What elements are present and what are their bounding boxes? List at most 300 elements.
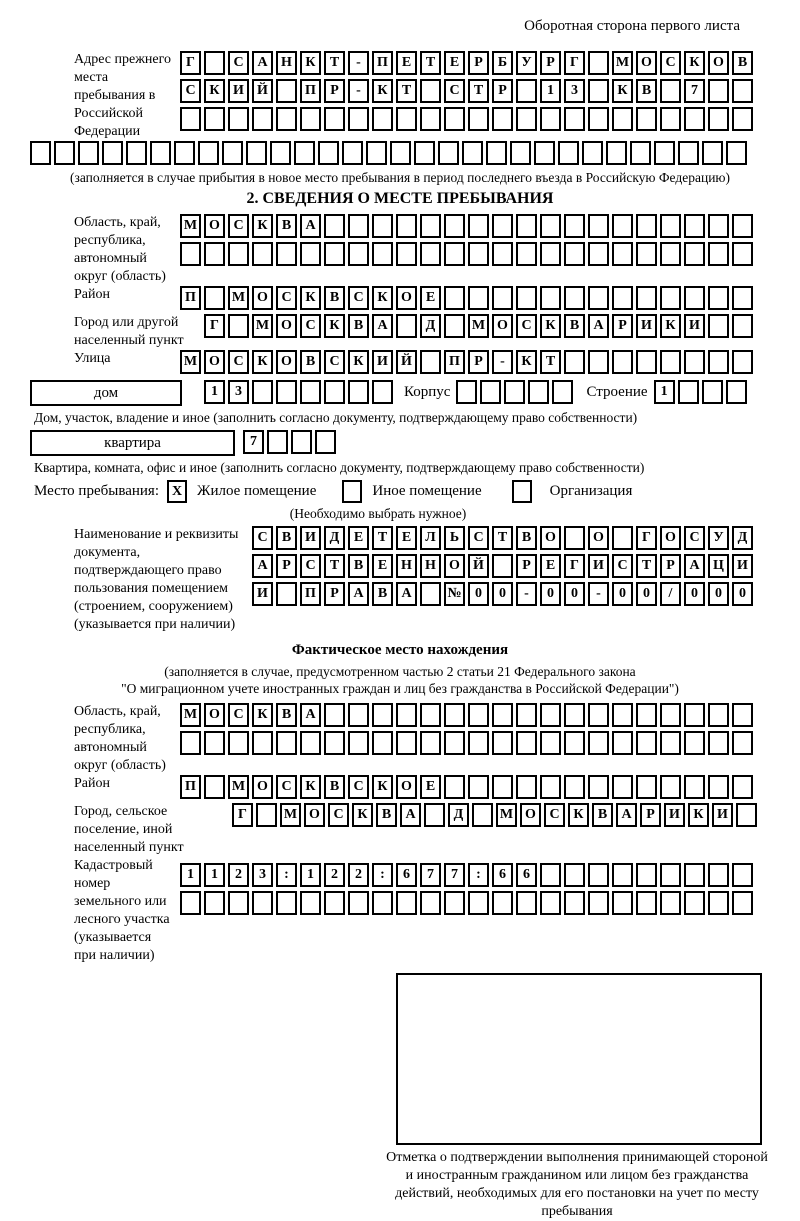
- char-cell[interactable]: Т: [420, 51, 441, 75]
- char-cell[interactable]: Т: [540, 350, 561, 374]
- char-cell[interactable]: М: [280, 803, 301, 827]
- char-cell[interactable]: [660, 731, 681, 755]
- char-cell[interactable]: [396, 314, 417, 338]
- char-cell[interactable]: [516, 107, 537, 131]
- char-cell[interactable]: [492, 775, 513, 799]
- char-cell[interactable]: К: [684, 51, 705, 75]
- char-cell[interactable]: [444, 314, 465, 338]
- char-cell[interactable]: [348, 214, 369, 238]
- char-cell[interactable]: С: [612, 554, 633, 578]
- char-cell[interactable]: [180, 891, 201, 915]
- char-cell[interactable]: [276, 731, 297, 755]
- char-cell[interactable]: [516, 731, 537, 755]
- char-cell[interactable]: В: [372, 582, 393, 606]
- char-cell[interactable]: [462, 141, 483, 165]
- char-cell[interactable]: В: [348, 554, 369, 578]
- char-cell[interactable]: -: [516, 582, 537, 606]
- char-cell[interactable]: С: [276, 775, 297, 799]
- char-cell[interactable]: К: [252, 350, 273, 374]
- char-cell[interactable]: [660, 863, 681, 887]
- char-cell[interactable]: [372, 214, 393, 238]
- char-cell[interactable]: Р: [468, 51, 489, 75]
- char-cell[interactable]: -: [348, 79, 369, 103]
- char-cell[interactable]: И: [252, 582, 273, 606]
- char-cell[interactable]: С: [300, 554, 321, 578]
- char-cell[interactable]: Ц: [708, 554, 729, 578]
- char-cell[interactable]: В: [348, 314, 369, 338]
- char-cell[interactable]: [732, 350, 753, 374]
- char-cell[interactable]: 0: [612, 582, 633, 606]
- char-cell[interactable]: 3: [564, 79, 585, 103]
- char-cell[interactable]: [636, 731, 657, 755]
- char-cell[interactable]: [660, 775, 681, 799]
- char-cell[interactable]: Т: [636, 554, 657, 578]
- char-cell[interactable]: [708, 891, 729, 915]
- char-cell[interactable]: [486, 141, 507, 165]
- char-cell[interactable]: К: [300, 286, 321, 310]
- char-cell[interactable]: [396, 214, 417, 238]
- char-cell[interactable]: [270, 141, 291, 165]
- char-cell[interactable]: [516, 775, 537, 799]
- char-cell[interactable]: [606, 141, 627, 165]
- char-cell[interactable]: 6: [516, 863, 537, 887]
- char-cell[interactable]: [444, 703, 465, 727]
- char-cell[interactable]: [228, 314, 249, 338]
- char-cell[interactable]: С: [324, 350, 345, 374]
- char-cell[interactable]: 0: [468, 582, 489, 606]
- char-cell[interactable]: [198, 141, 219, 165]
- char-cell[interactable]: [300, 242, 321, 266]
- char-cell[interactable]: [366, 141, 387, 165]
- char-cell[interactable]: 0: [636, 582, 657, 606]
- char-cell[interactable]: [468, 891, 489, 915]
- char-cell[interactable]: [420, 242, 441, 266]
- char-cell[interactable]: [588, 350, 609, 374]
- char-cell[interactable]: [564, 242, 585, 266]
- char-cell[interactable]: [174, 141, 195, 165]
- char-cell[interactable]: [396, 242, 417, 266]
- char-cell[interactable]: П: [180, 775, 201, 799]
- char-cell[interactable]: [660, 703, 681, 727]
- char-cell[interactable]: В: [564, 314, 585, 338]
- char-cell[interactable]: В: [592, 803, 613, 827]
- char-cell[interactable]: [420, 107, 441, 131]
- char-cell[interactable]: [516, 242, 537, 266]
- char-cell[interactable]: [228, 891, 249, 915]
- char-cell[interactable]: [636, 891, 657, 915]
- char-cell[interactable]: [636, 775, 657, 799]
- char-cell[interactable]: Й: [396, 350, 417, 374]
- char-cell[interactable]: А: [372, 314, 393, 338]
- char-cell[interactable]: [588, 214, 609, 238]
- char-cell[interactable]: [318, 141, 339, 165]
- char-cell[interactable]: [564, 350, 585, 374]
- char-cell[interactable]: [636, 703, 657, 727]
- char-cell[interactable]: Е: [372, 554, 393, 578]
- char-cell[interactable]: К: [688, 803, 709, 827]
- char-cell[interactable]: :: [276, 863, 297, 887]
- char-cell[interactable]: [636, 863, 657, 887]
- char-cell[interactable]: [732, 731, 753, 755]
- char-cell[interactable]: К: [348, 350, 369, 374]
- char-cell[interactable]: М: [252, 314, 273, 338]
- char-cell[interactable]: [204, 775, 225, 799]
- char-cell[interactable]: [564, 775, 585, 799]
- char-cell[interactable]: [246, 141, 267, 165]
- char-cell[interactable]: [396, 731, 417, 755]
- char-cell[interactable]: К: [324, 314, 345, 338]
- char-cell[interactable]: [564, 863, 585, 887]
- char-cell[interactable]: [528, 380, 549, 404]
- char-cell[interactable]: Р: [468, 350, 489, 374]
- char-cell[interactable]: К: [372, 775, 393, 799]
- char-cell[interactable]: А: [396, 582, 417, 606]
- char-cell[interactable]: И: [684, 314, 705, 338]
- char-cell[interactable]: [732, 214, 753, 238]
- char-cell[interactable]: Г: [204, 314, 225, 338]
- char-cell[interactable]: [612, 863, 633, 887]
- char-cell[interactable]: О: [252, 775, 273, 799]
- char-cell[interactable]: [276, 891, 297, 915]
- char-cell[interactable]: [444, 107, 465, 131]
- char-cell[interactable]: [324, 107, 345, 131]
- char-cell[interactable]: 0: [564, 582, 585, 606]
- char-cell[interactable]: [588, 107, 609, 131]
- char-cell[interactable]: С: [544, 803, 565, 827]
- char-cell[interactable]: О: [204, 350, 225, 374]
- char-cell[interactable]: С: [180, 79, 201, 103]
- char-cell[interactable]: [516, 214, 537, 238]
- char-cell[interactable]: [372, 731, 393, 755]
- char-cell[interactable]: В: [732, 51, 753, 75]
- char-cell[interactable]: [588, 891, 609, 915]
- char-cell[interactable]: Н: [276, 51, 297, 75]
- char-cell[interactable]: [180, 107, 201, 131]
- char-cell[interactable]: О: [540, 526, 561, 550]
- char-cell[interactable]: М: [180, 703, 201, 727]
- char-cell[interactable]: Н: [396, 554, 417, 578]
- char-cell[interactable]: 1: [204, 863, 225, 887]
- char-cell[interactable]: [708, 214, 729, 238]
- char-cell[interactable]: [516, 891, 537, 915]
- char-cell[interactable]: :: [372, 863, 393, 887]
- char-cell[interactable]: [612, 731, 633, 755]
- char-cell[interactable]: [564, 107, 585, 131]
- char-cell[interactable]: 7: [420, 863, 441, 887]
- char-cell[interactable]: [732, 79, 753, 103]
- char-cell[interactable]: [540, 286, 561, 310]
- char-cell[interactable]: [150, 141, 171, 165]
- char-cell[interactable]: Т: [468, 79, 489, 103]
- char-cell[interactable]: [300, 731, 321, 755]
- char-cell[interactable]: [726, 141, 747, 165]
- char-cell[interactable]: [252, 107, 273, 131]
- char-cell[interactable]: Л: [420, 526, 441, 550]
- char-cell[interactable]: [420, 214, 441, 238]
- char-cell[interactable]: [420, 582, 441, 606]
- char-cell[interactable]: [612, 891, 633, 915]
- char-cell[interactable]: [228, 107, 249, 131]
- char-cell[interactable]: [342, 141, 363, 165]
- char-cell[interactable]: М: [228, 775, 249, 799]
- char-cell[interactable]: В: [324, 775, 345, 799]
- char-cell[interactable]: [78, 141, 99, 165]
- char-cell[interactable]: [684, 775, 705, 799]
- char-cell[interactable]: М: [496, 803, 517, 827]
- char-cell[interactable]: [630, 141, 651, 165]
- char-cell[interactable]: [180, 242, 201, 266]
- char-cell[interactable]: [588, 286, 609, 310]
- char-cell[interactable]: [540, 863, 561, 887]
- char-cell[interactable]: Т: [396, 79, 417, 103]
- char-cell[interactable]: Б: [492, 51, 513, 75]
- char-cell[interactable]: [204, 286, 225, 310]
- char-cell[interactable]: [492, 286, 513, 310]
- char-cell[interactable]: [504, 380, 525, 404]
- char-cell[interactable]: Е: [348, 526, 369, 550]
- char-cell[interactable]: [222, 141, 243, 165]
- char-cell[interactable]: [492, 214, 513, 238]
- char-cell[interactable]: 0: [708, 582, 729, 606]
- char-cell[interactable]: [612, 350, 633, 374]
- char-cell[interactable]: 3: [228, 380, 249, 404]
- char-cell[interactable]: [492, 554, 513, 578]
- char-cell[interactable]: 7: [444, 863, 465, 887]
- char-cell[interactable]: И: [588, 554, 609, 578]
- char-cell[interactable]: [444, 214, 465, 238]
- char-cell[interactable]: [228, 242, 249, 266]
- char-cell[interactable]: 2: [228, 863, 249, 887]
- char-cell[interactable]: [708, 350, 729, 374]
- char-cell[interactable]: [636, 350, 657, 374]
- char-cell[interactable]: [276, 242, 297, 266]
- char-cell[interactable]: [420, 350, 441, 374]
- char-cell[interactable]: Р: [516, 554, 537, 578]
- char-cell[interactable]: Й: [252, 79, 273, 103]
- char-cell[interactable]: М: [228, 286, 249, 310]
- char-cell[interactable]: М: [180, 214, 201, 238]
- char-cell[interactable]: Е: [420, 286, 441, 310]
- char-cell[interactable]: 0: [492, 582, 513, 606]
- char-cell[interactable]: [708, 314, 729, 338]
- char-cell[interactable]: [444, 286, 465, 310]
- char-cell[interactable]: [420, 79, 441, 103]
- char-cell[interactable]: Р: [612, 314, 633, 338]
- char-cell[interactable]: [54, 141, 75, 165]
- char-cell[interactable]: [324, 891, 345, 915]
- char-cell[interactable]: К: [300, 51, 321, 75]
- char-cell[interactable]: [468, 242, 489, 266]
- char-cell[interactable]: [684, 891, 705, 915]
- char-cell[interactable]: [702, 380, 723, 404]
- char-cell[interactable]: [588, 79, 609, 103]
- char-cell[interactable]: [414, 141, 435, 165]
- char-cell[interactable]: И: [636, 314, 657, 338]
- char-cell[interactable]: [708, 286, 729, 310]
- char-cell[interactable]: С: [252, 526, 273, 550]
- char-cell[interactable]: [420, 891, 441, 915]
- char-cell[interactable]: [276, 380, 297, 404]
- char-cell[interactable]: [708, 703, 729, 727]
- char-cell[interactable]: И: [712, 803, 733, 827]
- char-cell[interactable]: О: [492, 314, 513, 338]
- char-cell[interactable]: [468, 214, 489, 238]
- checkbox-other-premises[interactable]: [342, 480, 362, 503]
- char-cell[interactable]: [396, 107, 417, 131]
- char-cell[interactable]: О: [708, 51, 729, 75]
- char-cell[interactable]: [516, 286, 537, 310]
- char-cell[interactable]: О: [276, 314, 297, 338]
- char-cell[interactable]: И: [228, 79, 249, 103]
- char-cell[interactable]: М: [612, 51, 633, 75]
- char-cell[interactable]: [660, 242, 681, 266]
- char-cell[interactable]: А: [616, 803, 637, 827]
- char-cell[interactable]: М: [468, 314, 489, 338]
- char-cell[interactable]: 0: [540, 582, 561, 606]
- char-cell[interactable]: [204, 242, 225, 266]
- char-cell[interactable]: О: [252, 286, 273, 310]
- char-cell[interactable]: [252, 731, 273, 755]
- char-cell[interactable]: Р: [640, 803, 661, 827]
- char-cell[interactable]: Е: [396, 526, 417, 550]
- char-cell[interactable]: О: [520, 803, 541, 827]
- char-cell[interactable]: О: [276, 350, 297, 374]
- char-cell[interactable]: К: [252, 703, 273, 727]
- char-cell[interactable]: [510, 141, 531, 165]
- char-cell[interactable]: [348, 242, 369, 266]
- char-cell[interactable]: [540, 242, 561, 266]
- char-cell[interactable]: [540, 775, 561, 799]
- char-cell[interactable]: У: [516, 51, 537, 75]
- char-cell[interactable]: [708, 775, 729, 799]
- checkbox-organization[interactable]: [512, 480, 532, 503]
- char-cell[interactable]: [276, 107, 297, 131]
- char-cell[interactable]: О: [660, 526, 681, 550]
- char-cell[interactable]: 1: [204, 380, 225, 404]
- char-cell[interactable]: К: [660, 314, 681, 338]
- char-cell[interactable]: [276, 582, 297, 606]
- char-cell[interactable]: О: [396, 775, 417, 799]
- char-cell[interactable]: К: [516, 350, 537, 374]
- char-cell[interactable]: [420, 703, 441, 727]
- char-cell[interactable]: И: [664, 803, 685, 827]
- char-cell[interactable]: Г: [564, 51, 585, 75]
- char-cell[interactable]: О: [588, 526, 609, 550]
- char-cell[interactable]: [732, 863, 753, 887]
- char-cell[interactable]: [708, 79, 729, 103]
- char-cell[interactable]: С: [228, 350, 249, 374]
- char-cell[interactable]: И: [300, 526, 321, 550]
- char-cell[interactable]: [324, 380, 345, 404]
- char-cell[interactable]: [732, 891, 753, 915]
- char-cell[interactable]: Р: [324, 79, 345, 103]
- char-cell[interactable]: [564, 731, 585, 755]
- char-cell[interactable]: [30, 141, 51, 165]
- char-cell[interactable]: А: [348, 582, 369, 606]
- char-cell[interactable]: О: [204, 703, 225, 727]
- char-cell[interactable]: [492, 107, 513, 131]
- char-cell[interactable]: [516, 79, 537, 103]
- char-cell[interactable]: К: [372, 286, 393, 310]
- char-cell[interactable]: [708, 863, 729, 887]
- char-cell[interactable]: 2: [324, 863, 345, 887]
- char-cell[interactable]: [660, 286, 681, 310]
- char-cell[interactable]: [684, 214, 705, 238]
- char-cell[interactable]: О: [396, 286, 417, 310]
- char-cell[interactable]: Й: [468, 554, 489, 578]
- char-cell[interactable]: [390, 141, 411, 165]
- char-cell[interactable]: У: [708, 526, 729, 550]
- char-cell[interactable]: Г: [232, 803, 253, 827]
- char-cell[interactable]: [732, 314, 753, 338]
- char-cell[interactable]: [324, 242, 345, 266]
- char-cell[interactable]: П: [300, 582, 321, 606]
- char-cell[interactable]: [540, 703, 561, 727]
- char-cell[interactable]: [588, 242, 609, 266]
- char-cell[interactable]: [684, 242, 705, 266]
- char-cell[interactable]: [612, 775, 633, 799]
- char-cell[interactable]: С: [228, 214, 249, 238]
- char-cell[interactable]: А: [588, 314, 609, 338]
- char-cell[interactable]: [636, 214, 657, 238]
- char-cell[interactable]: В: [324, 286, 345, 310]
- char-cell[interactable]: Т: [492, 526, 513, 550]
- char-cell[interactable]: А: [300, 703, 321, 727]
- char-cell[interactable]: [315, 430, 336, 454]
- char-cell[interactable]: [291, 430, 312, 454]
- char-cell[interactable]: [204, 107, 225, 131]
- char-cell[interactable]: [636, 107, 657, 131]
- char-cell[interactable]: С: [348, 286, 369, 310]
- char-cell[interactable]: Р: [660, 554, 681, 578]
- char-cell[interactable]: [732, 242, 753, 266]
- char-cell[interactable]: [424, 803, 445, 827]
- char-cell[interactable]: [654, 141, 675, 165]
- char-cell[interactable]: 6: [492, 863, 513, 887]
- char-cell[interactable]: 2: [348, 863, 369, 887]
- char-cell[interactable]: [558, 141, 579, 165]
- char-cell[interactable]: [678, 380, 699, 404]
- char-cell[interactable]: О: [636, 51, 657, 75]
- char-cell[interactable]: [444, 891, 465, 915]
- char-cell[interactable]: [564, 703, 585, 727]
- char-cell[interactable]: Н: [420, 554, 441, 578]
- char-cell[interactable]: [588, 703, 609, 727]
- char-cell[interactable]: Р: [492, 79, 513, 103]
- char-cell[interactable]: [372, 703, 393, 727]
- char-cell[interactable]: [444, 775, 465, 799]
- char-cell[interactable]: П: [444, 350, 465, 374]
- char-cell[interactable]: [472, 803, 493, 827]
- char-cell[interactable]: [564, 214, 585, 238]
- char-cell[interactable]: 0: [732, 582, 753, 606]
- char-cell[interactable]: Е: [540, 554, 561, 578]
- char-cell[interactable]: [564, 526, 585, 550]
- char-cell[interactable]: -: [492, 350, 513, 374]
- char-cell[interactable]: [294, 141, 315, 165]
- char-cell[interactable]: Р: [540, 51, 561, 75]
- char-cell[interactable]: Р: [276, 554, 297, 578]
- char-cell[interactable]: [732, 107, 753, 131]
- char-cell[interactable]: К: [372, 79, 393, 103]
- char-cell[interactable]: Р: [324, 582, 345, 606]
- char-cell[interactable]: [612, 703, 633, 727]
- char-cell[interactable]: 1: [300, 863, 321, 887]
- char-cell[interactable]: Ь: [444, 526, 465, 550]
- char-cell[interactable]: Д: [420, 314, 441, 338]
- char-cell[interactable]: [300, 891, 321, 915]
- char-cell[interactable]: [732, 775, 753, 799]
